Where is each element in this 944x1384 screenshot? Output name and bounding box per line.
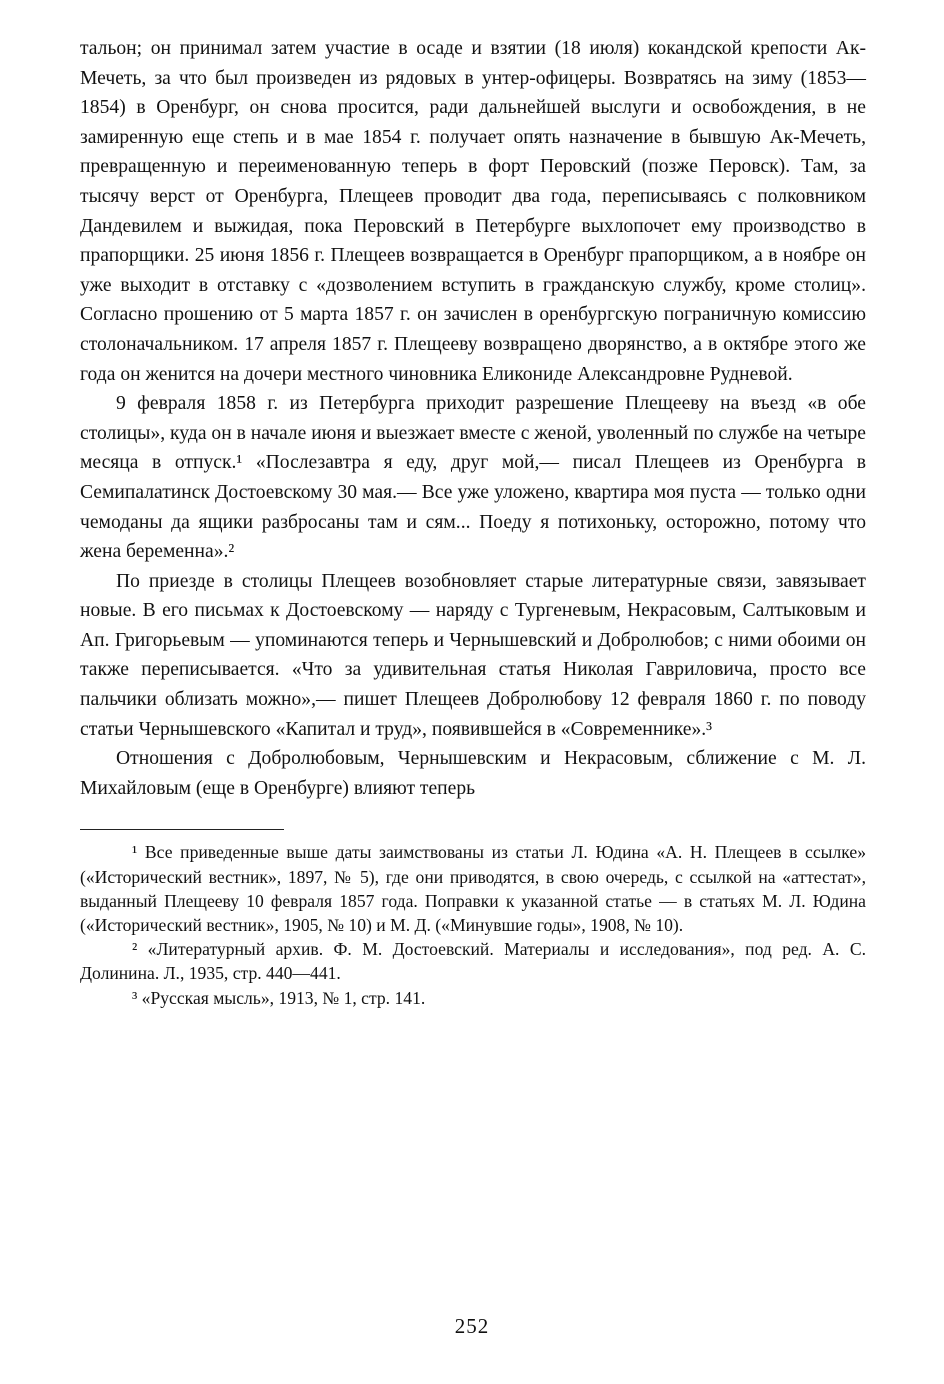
footnotes xyxy=(80,840,866,1009)
footnote-divider xyxy=(80,829,284,830)
page-content xyxy=(80,34,866,1010)
paragraph: По приезде в столицы Плещеев возобновляет старые литературные связи, завязывает новые. В его письмах к Достоевскому — наряду с Тургеневым, Некрасовым, Салтыковым и Ап. Григорьевым — упоминаются теперь и Чернышевский и Добролюбов; с ними обоими он также переписывается. «Что за удивительная статья Николая Гавриловича, просто все пальчики облизать можно»,— пишет Плещеев Добролюбову 12 февраля 1860 г. по поводу статьи Чернышевского «Капитал и труд», появившейся в «Современнике».³ xyxy=(80,570,866,740)
footnote: ³ «Русская мысль», 1913, № 1, стр. 141. xyxy=(132,987,426,1008)
paragraph: тальон; он принимал затем участие в осаде и взятии (18 июля) кокандской крепости Ак-Мечеть, за что был произведен из рядовых в унтер-офицеры. Возвратясь на зиму (1853—1854) в Оренбург, он снова просится, ради дальнейшей выслуги и освобождения, в не замиренную еще степь и в мае 1854 г. получает опять назначение в бывшую Ак-Мечеть, превращенную и переименованную теперь в форт Перовский (позже Перовск). Там, за тысячу верст от Оренбурга, Плещеев проводит два года, переписываясь с полковником Дандевилем и выжидая, пока Перовский в Петербурге выхлопочет ему производство в прапорщики. 25 июня 1856 г. Плещеев возвращается в Оренбург прапорщиком, а в ноябре он уже выходит в отставку с «дозволением вступить в гражданскую службу, кроме столиц». Согласно прошению от 5 марта 1857 г. он зачислен в оренбургскую пограничную комиссию столоначальником. 17 апреля 1857 г. Плещееву возвращено дворянство, а в октябре этого же года он женится на дочери местного чиновника Еликониде Александровне Рудневой. xyxy=(80,38,866,385)
footnote: ¹ Все приведенные выше даты заимствованы из статьи Л. Юдина «А. Н. Плещеев в ссылке» («Исторический вестник», 1897, № 5), где они приводятся, в свою очередь, с ссылкой на «аттестат», выданный Плещееву 10 февраля 1857 года. Поправки к указанной статье — в статьях М. Л. Юдина («Исторический вестник», 1905, № 10) и М. Д. («Минувшие годы», 1908, № 10). xyxy=(80,842,866,936)
paragraph: Отношения с Добролюбовым, Чернышевским и Некрасовым, сближение с М. Л. Михайловым (еще в Оренбурге) влияют теперь xyxy=(80,748,866,799)
page-number: 252 xyxy=(454,1314,490,1338)
footnote: ² «Литературный архив. Ф. М. Достоевский. Материалы и исследования», под ред. А. С. Долинина. Л., 1935, стр. 440—441. xyxy=(80,939,866,984)
body-text xyxy=(80,34,866,803)
paragraph: 9 февраля 1858 г. из Петербурга приходит разрешение Плещееву на въезд «в обе столицы», куда он в начале июня и выезжает вместе с женой, уволенный по службе на четыре месяца в отпуск.¹ «Послезавтра я еду, друг мой,— писал Плещеев из Оренбурга в Семипалатинск Достоевскому 30 мая.— Все уже уложено, квартира моя пуста — только одни чемоданы да ящики разбросаны там и сям... Поеду я потихоньку, осторожно, потому что жена беременна».² xyxy=(80,393,866,563)
